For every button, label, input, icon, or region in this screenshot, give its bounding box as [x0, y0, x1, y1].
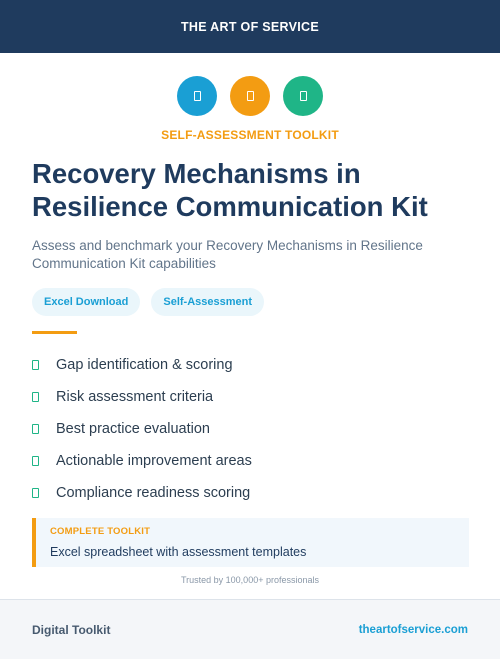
- check-icon: [32, 456, 39, 466]
- feature-list: [32, 349, 472, 509]
- feature-item: [32, 445, 472, 477]
- check-icon: [32, 424, 39, 434]
- check-icon: [32, 392, 39, 402]
- toolkit-callout: [32, 518, 469, 567]
- page-title: Recovery Mechanisms in Resilience Communication Kit: [32, 158, 428, 222]
- blue-document-icon: [177, 76, 217, 116]
- feature-item: [32, 349, 472, 381]
- trust-note: Trusted by 100,000+ professionals: [180, 575, 319, 585]
- green-document-icon: [283, 76, 323, 116]
- feature-label: Gap identification & scoring: [56, 357, 233, 373]
- feature-label: Best practice evaluation: [56, 421, 210, 437]
- feature-label: Actionable improvement areas: [56, 453, 252, 469]
- feature-label: Compliance readiness scoring: [56, 485, 251, 501]
- feature-item: [32, 381, 472, 413]
- callout-label: COMPLETE TOOLKIT: [50, 526, 151, 537]
- check-icon: [32, 360, 39, 370]
- accent-divider: [32, 331, 77, 334]
- orange-document-icon: [230, 76, 270, 116]
- page-footer: [0, 599, 500, 659]
- tag-pills: [32, 288, 264, 316]
- excel-download-pill: Excel Download: [32, 288, 140, 316]
- check-icon: [32, 488, 39, 498]
- feature-item: [32, 413, 472, 445]
- feature-label: Risk assessment criteria: [56, 389, 214, 405]
- toolkit-kicker: SELF-ASSESSMENT TOOLKIT: [161, 128, 339, 142]
- callout-text: Excel spreadsheet with assessment templates: [50, 545, 307, 559]
- website-link[interactable]: theartofservice.com: [358, 623, 468, 636]
- page-header: [0, 0, 500, 53]
- self-assessment-pill: Self-Assessment: [151, 288, 264, 316]
- brand-title: THE ART OF SERVICE: [180, 19, 320, 34]
- icon-row: [0, 76, 500, 116]
- feature-item: [32, 477, 472, 509]
- page-subtitle: Assess and benchmark your Recovery Mechanisms in Resilience Communication Kit capabilities: [32, 238, 423, 271]
- footer-label: Digital Toolkit: [32, 622, 111, 637]
